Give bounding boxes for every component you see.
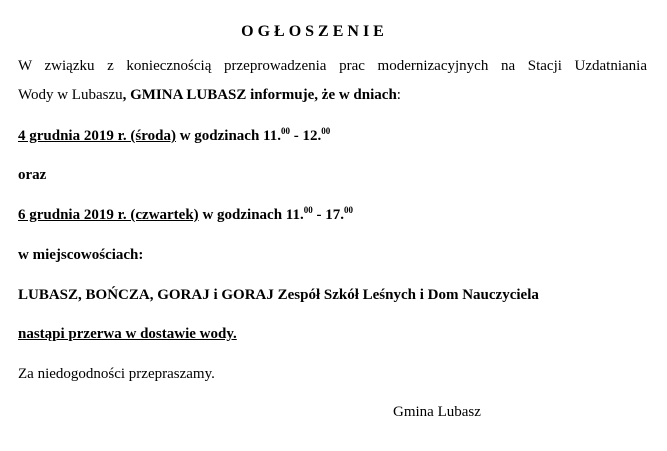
intro-line-2-bold: , GMINA LUBASZ informuje, że w dniach [122, 87, 397, 103]
date-line-2 [18, 205, 353, 225]
apology: Za niedogodności przepraszamy. [18, 366, 215, 382]
notice-title: OGŁOSZENIE [241, 23, 388, 40]
conjunction: oraz [18, 167, 47, 183]
date-1-hours-prefix: w godzinach 11. [175, 128, 281, 144]
date-2-hours-prefix: w godzinach 11. [198, 207, 304, 223]
date-1: 4 grudnia 2019 r. (środa) [18, 128, 176, 144]
date-2-separator: - 17. [312, 207, 344, 223]
intro-line-1: W związku z koniecznością przeprowadzenia prac modernizacyjnych na Stacji Uzdatniania [18, 58, 647, 74]
date-2-start-minutes: 00 [303, 205, 313, 215]
interruption-notice: nastąpi przerwa w dostawie wody. [18, 326, 237, 342]
date-2: 6 grudnia 2019 r. (czwartek) [18, 207, 199, 223]
intro-line-2-end: : [396, 87, 401, 103]
date-2-end-minutes: 00 [343, 205, 353, 215]
locations-label: w miejscowościach: [18, 247, 144, 263]
locations-list: LUBASZ, BOŃCZA, GORAJ i GORAJ Zespół Szkół Leśnych i Dom Nauczyciela [18, 287, 539, 303]
intro-line-2 [18, 85, 401, 105]
intro-line-2-plain: Wody w Lubaszu [18, 87, 123, 103]
date-1-separator: - 12. [289, 128, 322, 144]
date-1-start-minutes: 00 [280, 126, 290, 136]
date-line-1 [18, 126, 330, 146]
signature: Gmina Lubasz [393, 404, 481, 420]
date-1-end-minutes: 00 [321, 126, 331, 136]
